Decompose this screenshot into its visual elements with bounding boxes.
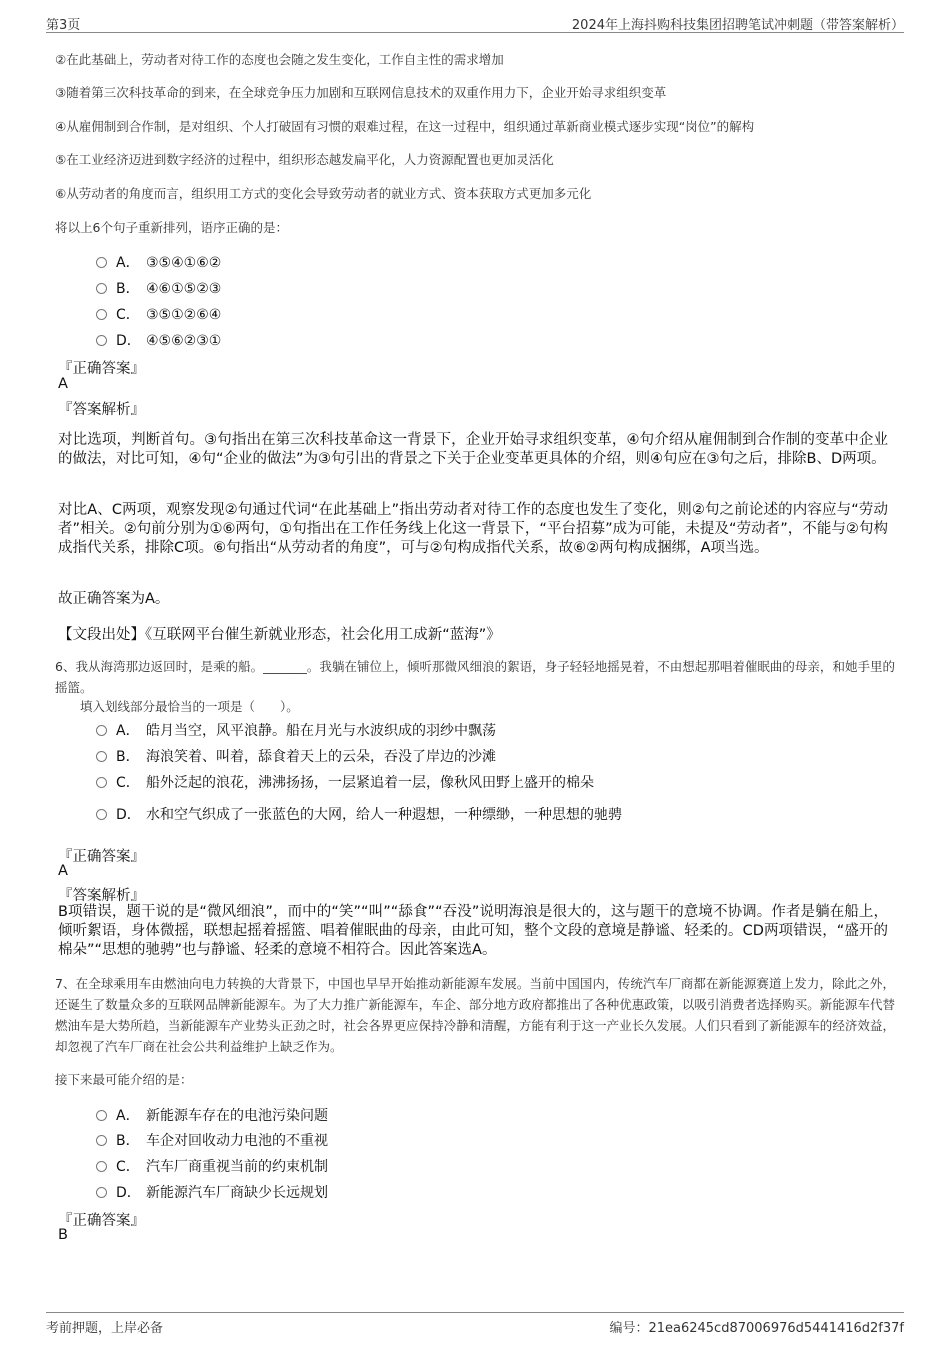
radio-icon[interactable] bbox=[96, 725, 107, 736]
passage-source: 【文段出处】《互联网平台催生新就业形态，社会化用工成新“蓝海”》 bbox=[58, 627, 501, 643]
question-6-prompt: 填入划线部分最恰当的一项是（ ）。 bbox=[80, 699, 299, 714]
page-header bbox=[46, 14, 904, 33]
radio-icon[interactable] bbox=[96, 809, 107, 820]
sentence-3: ③随着第三次科技革命的到来，在全球竞争压力加剧和互联网信息技术的双重作用力下，企业开始寻求组织变革 bbox=[55, 85, 667, 100]
radio-icon[interactable] bbox=[96, 309, 107, 320]
q7-option-a[interactable]: A． 新能源车存在的电池污染问题 bbox=[96, 1105, 328, 1125]
analysis-paragraph-2: 对比A、C两项，观察发现②句通过代词“在此基础上”指出劳动者对待工作的态度也发生了变化，则②句之前论述的内容应与“劳动者”相关。②句前分别为①⑥两句，①句指出在工作任务线上化这一背景下，“平台招募”成为可能，未提及“劳动者”，不能与②句构成指代关系，排除C项。⑥句指出“从劳动者的角度”，可与②句构成指代关系，故⑥②两句构成捆绑，A项当选。 bbox=[58, 502, 888, 556]
analysis-paragraph-1: 对比选项，判断首句。③句指出在第三次科技革命这一背景下，企业开始寻求组织变革，④句介绍从雇佣制到合作制的变革中企业的做法，对比可知，④句“企业的做法”为③句引出的背景之下关于企业变革更具体的介绍，则④句应在③句之后，排除B、D两项。 bbox=[58, 432, 888, 467]
radio-icon[interactable] bbox=[96, 1135, 107, 1146]
q6-option-b[interactable]: B． 海浪笑着、叫着，舔食着天上的云朵，吞没了岸边的沙滩 bbox=[96, 746, 496, 766]
sentence-5: ⑤在工业经济迈进到数字经济的过程中，组织形态越发扁平化，人力资源配置也更加灵活化 bbox=[55, 152, 554, 167]
q7-option-c[interactable]: C． 汽车厂商重视当前的约束机制 bbox=[96, 1156, 328, 1176]
analysis-label: 『答案解析』 bbox=[58, 402, 145, 418]
q5-option-c[interactable]: C． ③⑤①②⑥④ bbox=[96, 304, 221, 324]
answer-value: A bbox=[58, 376, 68, 392]
radio-icon[interactable] bbox=[96, 1110, 107, 1121]
q5-option-a[interactable]: A． ③⑤④①⑥② bbox=[96, 252, 221, 272]
document-title: 2024年上海抖购科技集团招聘笔试冲刺题（带答案解析） bbox=[571, 18, 904, 33]
q7-option-b[interactable]: B． 车企对回收动力电池的不重视 bbox=[96, 1130, 328, 1150]
radio-icon[interactable] bbox=[96, 335, 107, 346]
radio-icon[interactable] bbox=[96, 1161, 107, 1172]
q5-option-b[interactable]: B． ④⑥①⑤②③ bbox=[96, 278, 221, 298]
sentence-4: ④从雇佣制到合作制，是对组织、个人打破固有习惯的艰难过程，在这一过程中，组织通过革新商业模式逐步实现“岗位”的解构 bbox=[55, 119, 755, 134]
radio-icon[interactable] bbox=[96, 777, 107, 788]
question-6-analysis: B项错误，题干说的是“微风细浪”，而中的“笑”“叫”“舔食”“吞没”说明海浪是很大的，这与题干的意境不协调。作者是躺在船上，倾听絮语，身体微摇，联想起摇着摇篮、唱着催眠曲的母亲，由此可知，整个文段的意境是静谧、轻柔的。CD两项错误，“盛开的棉朵”“思想的驰骋”也与静谧、轻柔的意境不相符合。因此答案选A。 bbox=[58, 904, 888, 958]
radio-icon[interactable] bbox=[96, 283, 107, 294]
q6-option-a[interactable]: A． 皓月当空，风平浪静。船在月光与水波织成的羽纱中飘荡 bbox=[96, 720, 496, 740]
q5-option-d[interactable]: D． ④⑤⑥②③① bbox=[96, 330, 221, 350]
answer-label: 『正确答案』 bbox=[58, 849, 145, 865]
question-7-prompt: 接下来最可能介绍的是： bbox=[55, 1072, 193, 1087]
q6-option-c[interactable]: C． 船外泛起的浪花，沸沸扬扬，一层紧追着一层，像秋风田野上盛开的棉朵 bbox=[96, 772, 594, 792]
question-7-stem: 7、在全球乘用车由燃油向电力转换的大背景下，中国也早早开始推动新能源车发展。当前中国国内，传统汽车厂商都在新能源赛道上发力，除此之外，还诞生了数量众多的互联网品牌新能源车。为了大力推广新能源车，车企、部分地方政府都推出了各种优惠政策，以吸引消费者选择购买。新能源车代替燃油车是大势所趋，当新能源车产业势头正劲之时，社会各界更应保持冷静和清醒，方能有利于这一产业长久发展。人们只看到了新能源车的经济效益，却忽视了汽车厂商在社会公共利益维护上缺乏作为。 bbox=[55, 976, 895, 1054]
question-6-stem: 6、我从海湾那边返回时，是乘的船。_______。我躺在铺位上，倾听那微风细浪的絮语，身子轻轻地摇晃着，不由想起那唱着催眠曲的母亲，和她手里的摇篮。 bbox=[55, 659, 895, 695]
footer-slogan: 考前押题，上岸必备 bbox=[46, 1321, 164, 1336]
page-number: 第3页 bbox=[46, 18, 81, 33]
radio-icon[interactable] bbox=[96, 257, 107, 268]
q7-option-d[interactable]: D． 新能源汽车厂商缺少长远规划 bbox=[96, 1182, 328, 1202]
radio-icon[interactable] bbox=[96, 751, 107, 762]
page-footer bbox=[46, 1312, 904, 1335]
radio-icon[interactable] bbox=[96, 1187, 107, 1198]
answer-value: B bbox=[58, 1227, 68, 1243]
sentence-6: ⑥从劳动者的角度而言，组织用工方式的变化会导致劳动者的就业方式、资本获取方式更加多元化 bbox=[55, 186, 592, 201]
sentence-2: ②在此基础上，劳动者对待工作的态度也会随之发生变化，工作自主性的需求增加 bbox=[55, 52, 504, 67]
document-id: 编号：21ea6245cd87006976d5441416d2f37f bbox=[609, 1321, 904, 1336]
analysis-paragraph-3: 故正确答案为A。 bbox=[58, 591, 170, 607]
analysis-label: 『答案解析』 bbox=[58, 888, 145, 904]
question-prompt: 将以上6个句子重新排列，语序正确的是： bbox=[55, 220, 288, 235]
q6-option-d[interactable]: D． 水和空气织成了一张蓝色的大网，给人一种遐想，一种缥缈，一种思想的驰骋 bbox=[96, 804, 622, 824]
answer-value: A bbox=[58, 863, 68, 879]
answer-label: 『正确答案』 bbox=[58, 1213, 145, 1229]
answer-label: 『正确答案』 bbox=[58, 361, 145, 377]
